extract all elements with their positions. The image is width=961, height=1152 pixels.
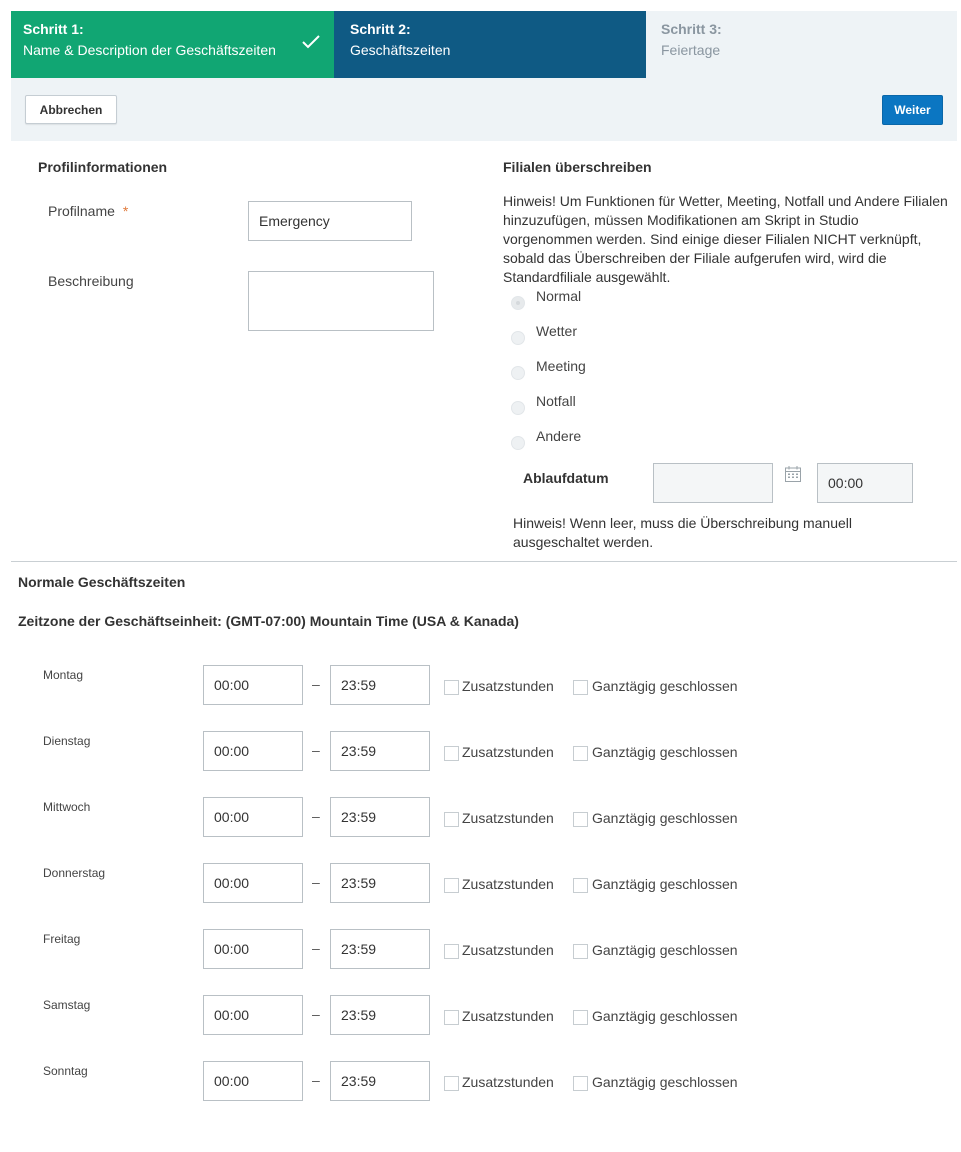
timezone-label: Zeitzone der Geschäftseinheit: (GMT-07:00) Mountain Time (USA & Kanada) [18,613,519,629]
section-divider [11,561,957,562]
day-label: Sonntag [43,1064,88,1078]
time-separator: – [312,742,320,758]
radio-button[interactable] [511,366,525,380]
override-section-title: Filialen überschreiben [503,159,652,175]
expiry-label: Ablaufdatum [523,470,609,486]
closed-all-day-checkbox[interactable] [573,746,588,761]
wizard-step-2[interactable] [334,11,646,78]
closed-all-day-checkbox[interactable] [573,944,588,959]
radio-label: Meeting [536,358,586,374]
time-separator: – [312,874,320,890]
extra-hours-label: Zusatzstunden [462,1074,554,1090]
step-2-subtitle: Geschäftszeiten [350,42,451,58]
day-label: Donnerstag [43,866,106,880]
action-toolbar [11,78,957,141]
expiry-time-input[interactable] [817,463,913,503]
radio-label: Normal [536,288,582,304]
end-time-input[interactable] [330,731,430,771]
override-hint: Hinweis! Um Funktionen für Wetter, Meeting, Notfall und Andere Filialen hinzuzufügen, müssen Modifikationen am Skript in Studio vorgenommen werden. Sind einige dieser Filialen NICHT verknüpft, sobald das Überschreiben der Filiale aufgerufen wird, wird die Standardfiliale ausgewählt. [503,193,948,285]
day-label: Samstag [43,998,91,1012]
extra-hours-label: Zusatzstunden [462,876,554,892]
closed-all-day-label: Ganztägig geschlossen [592,1008,738,1024]
extra-hours-label: Zusatzstunden [462,942,554,958]
day-label: Dienstag [43,734,91,748]
extra-hours-label: Zusatzstunden [462,744,554,760]
extra-hours-checkbox[interactable] [444,812,459,827]
closed-all-day-label: Ganztägig geschlossen [592,876,738,892]
cancel-button[interactable]: Abbrechen [25,95,117,124]
next-button[interactable]: Weiter [882,95,943,125]
closed-all-day-checkbox[interactable] [573,812,588,827]
closed-all-day-checkbox[interactable] [573,878,588,893]
closed-all-day-label: Ganztägig geschlossen [592,744,738,760]
extra-hours-checkbox[interactable] [444,746,459,761]
description-input[interactable] [248,271,434,331]
start-time-input[interactable] [203,1061,303,1101]
end-time-input[interactable] [330,995,430,1035]
step-3-title: Schritt 3: [661,21,722,37]
extra-hours-checkbox[interactable] [444,680,459,695]
end-time-input[interactable] [330,929,430,969]
start-time-input[interactable] [203,665,303,705]
extra-hours-checkbox[interactable] [444,944,459,959]
closed-all-day-checkbox[interactable] [573,1076,588,1091]
end-time-input[interactable] [330,1061,430,1101]
radio-label: Andere [536,428,582,444]
day-label: Freitag [43,932,81,946]
step-3-subtitle: Feiertage [661,42,721,58]
required-marker: * [122,203,129,219]
check-icon [302,35,320,49]
start-time-input[interactable] [203,731,303,771]
day-label: Mittwoch [43,800,91,814]
radio-button[interactable] [511,331,525,345]
start-time-input[interactable] [203,797,303,837]
end-time-input[interactable] [330,665,430,705]
wizard-step-1[interactable] [11,11,334,78]
time-separator: – [312,1006,320,1022]
time-separator: – [312,1072,320,1088]
end-time-input[interactable] [330,797,430,837]
step-1-subtitle: Name & Description der Geschäftszeiten [23,42,276,58]
closed-all-day-checkbox[interactable] [573,680,588,695]
start-time-input[interactable] [203,995,303,1035]
extra-hours-checkbox[interactable] [444,878,459,893]
description-label: Beschreibung [48,273,134,289]
profile-name-label-text: Profilname [48,203,115,219]
extra-hours-checkbox[interactable] [444,1076,459,1091]
closed-all-day-label: Ganztägig geschlossen [592,942,738,958]
time-separator: – [312,808,320,824]
wizard-steps [11,11,957,78]
step-2-title: Schritt 2: [350,21,411,37]
start-time-input[interactable] [203,929,303,969]
profile-name-input[interactable] [248,201,412,241]
time-separator: – [312,940,320,956]
radio-button[interactable] [511,436,525,450]
expiry-date-input[interactable] [653,463,773,503]
extra-hours-label: Zusatzstunden [462,1008,554,1024]
step-1-title: Schritt 1: [23,21,84,37]
day-label: Montag [43,668,84,682]
hours-section-title: Normale Geschäftszeiten [18,574,186,590]
closed-all-day-checkbox[interactable] [573,1010,588,1025]
radio-label: Wetter [536,323,577,339]
radio-button[interactable] [511,401,525,415]
profile-section-title: Profilinformationen [38,159,168,175]
end-time-input[interactable] [330,863,430,903]
calendar-icon[interactable] [784,465,802,483]
closed-all-day-label: Ganztägig geschlossen [592,1074,738,1090]
extra-hours-checkbox[interactable] [444,1010,459,1025]
profile-name-label [48,203,128,219]
extra-hours-label: Zusatzstunden [462,678,554,694]
radio-button[interactable] [511,296,525,310]
extra-hours-label: Zusatzstunden [462,810,554,826]
time-separator: – [312,676,320,692]
wizard-step-3[interactable] [646,11,957,78]
closed-all-day-label: Ganztägig geschlossen [592,678,738,694]
closed-all-day-label: Ganztägig geschlossen [592,810,738,826]
radio-label: Notfall [536,393,576,409]
start-time-input[interactable] [203,863,303,903]
expiry-hint: Hinweis! Wenn leer, muss die Überschreibung manuell ausgeschaltet werden. [513,515,853,550]
